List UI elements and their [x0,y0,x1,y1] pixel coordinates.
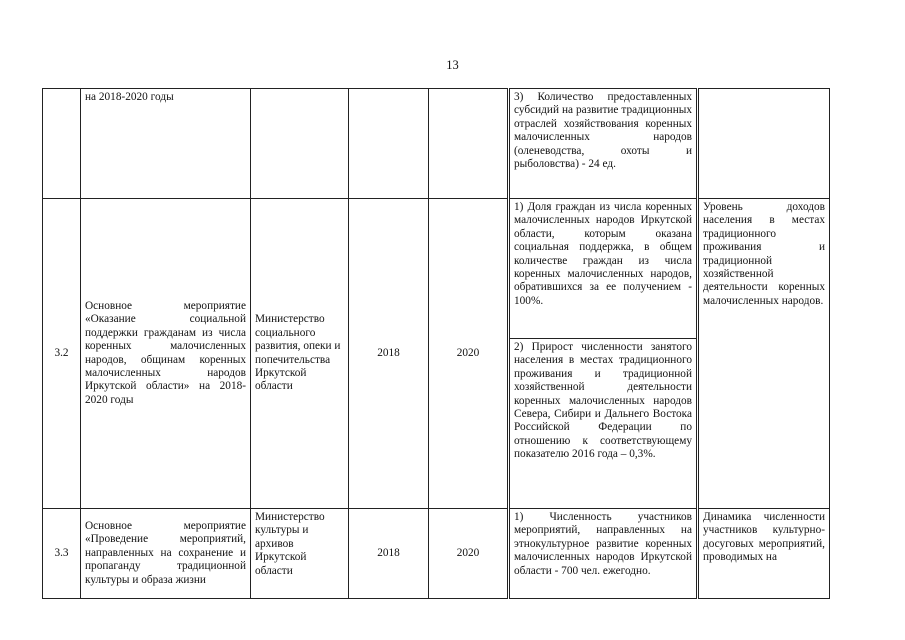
executor-cell: Министерство культуры и архивов Иркутской области [251,509,349,599]
row-number-cell: 3.2 [43,199,81,509]
result-cell [698,89,830,199]
end-year-cell [429,89,509,199]
row-number-cell: 3.3 [43,509,81,599]
table-row [43,509,830,599]
executor-cell: Министерство социального развития, опеки и попечительства Иркутской области [251,199,349,509]
table-row [43,89,830,199]
indicator-cell: 1) Доля граждан из числа коренных малочисленных народов Иркутской области, которым оказана социальная поддержка, в общем количестве граждан из числа коренных малочисленных народов, обратившихся за ее получением - 100%. [509,199,698,339]
result-cell: Динамика численности участников культурно-досуговых мероприятий, проводимых на [698,509,830,599]
indicator-cell: 3) Количество предоставленных субсидий на развитие традиционных отраслей хозяйствования коренных малочисленных народов (оленеводства, охоты и рыболовства) - 24 ед. [509,89,698,199]
end-year-cell: 2020 [429,199,509,509]
start-year-cell: 2018 [349,199,429,509]
row-number-cell [43,89,81,199]
executor-cell [251,89,349,199]
event-cell: Основное мероприятие «Оказание социальной поддержки гражданам из числа коренных малочисленных народов, общинам коренных малочисленных народов Иркутской области» на 2018-2020 годы [81,199,251,509]
indicator-cell: 1) Численность участников мероприятий, направленных на этнокультурное развитие коренных малочисленных народов Иркутской области - 700 чел. ежегодно. [509,509,698,599]
start-year-cell: 2018 [349,509,429,599]
indicator-cell: 2) Прирост численности занятого населения в местах традиционного проживания и традиционной хозяйственной деятельности коренных малочисленных народов Севера, Сибири и Дальнего Востока Российской Федерации по отношению к соответствующему показателю 2016 года – 0,3%. [509,339,698,509]
start-year-cell [349,89,429,199]
table-row [43,199,830,339]
page-number: 13 [446,58,459,72]
end-year-cell: 2020 [429,509,509,599]
event-cell: Основное мероприятие «Проведение мероприятий, направленных на сохранение и пропаганду традиционной культуры и образа жизни [81,509,251,599]
result-cell: Уровень доходов населения в местах традиционного проживания и традиционной хозяйственной деятельности коренных малочисленных народов. [698,199,830,509]
program-table [42,88,830,599]
event-cell: на 2018-2020 годы [81,89,251,199]
